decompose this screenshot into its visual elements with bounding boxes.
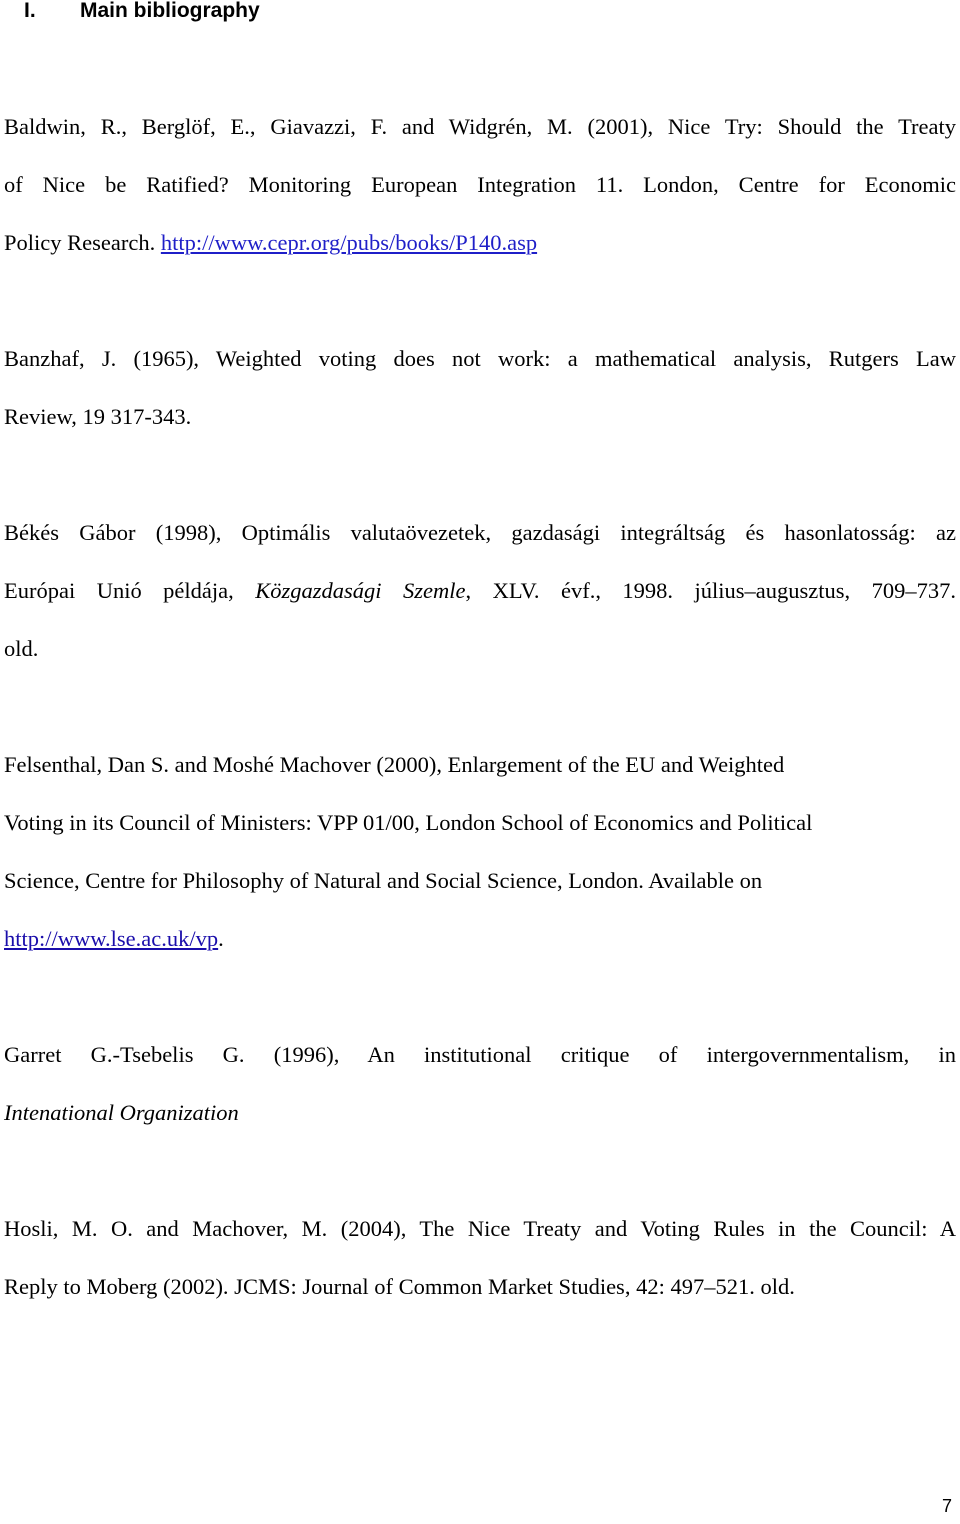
entry-line: Felsenthal, Dan S. and Moshé Machover (2000), Enlargement of the EU and Weighted xyxy=(4,752,785,777)
entry-text: . xyxy=(218,926,224,951)
entry-line: Voting in its Council of Ministers: VPP 01/00, London School of Economics and Political xyxy=(4,810,813,835)
entry-text: Európai Unió példája, xyxy=(4,578,256,603)
entry-line: Hosli, M. O. and Machover, M. (2004), The Nice Treaty and Voting Rules in the Council: A xyxy=(4,1216,956,1241)
bibliography-entry-banzhaf xyxy=(4,330,956,446)
entry-line: of Nice be Ratified? Monitoring European Integration 11. London, Centre for Economic xyxy=(4,172,956,197)
cepr-link[interactable]: http://www.cepr.org/pubs/books/P140.asp xyxy=(160,230,538,255)
entry-line xyxy=(4,910,956,968)
entry-line xyxy=(4,562,956,620)
entry-line: old. xyxy=(4,636,39,661)
entry-line: Garret G.-Tsebelis G. (1996), An institutional critique of intergovernmentalism, in xyxy=(4,1042,956,1067)
bibliography-entry-felsenthal xyxy=(4,736,956,968)
section-number: I. xyxy=(24,0,36,22)
bibliography-entry-bekes xyxy=(4,504,956,678)
section-title: Main bibliography xyxy=(80,0,260,22)
journal-title: Közgazdasági Szemle xyxy=(255,578,466,603)
journal-title: Intenational Organization xyxy=(4,1100,239,1125)
entry-line: Reply to Moberg (2002). JCMS: Journal of Common Market Studies, 42: 497–521. old. xyxy=(4,1274,795,1299)
section-heading xyxy=(0,0,260,28)
entry-line: Baldwin, R., Berglöf, E., Giavazzi, F. and Widgrén, M. (2001), Nice Try: Should the Treaty xyxy=(4,114,956,139)
bibliography-entry-garret xyxy=(4,1026,956,1142)
entry-line: Banzhaf, J. (1965), Weighted voting does not work: a mathematical analysis, Rutgers Law xyxy=(4,346,956,371)
entry-text: Policy Research. xyxy=(4,230,161,255)
entry-text: , XLV. évf., 1998. július–augusztus, 709–737. xyxy=(465,578,956,603)
bibliography-entry-hosli xyxy=(4,1200,956,1316)
bibliography-entry-baldwin xyxy=(4,98,956,272)
entry-line: Review, 19 317-343. xyxy=(4,404,192,429)
entry-line xyxy=(4,214,956,272)
page-number: 7 xyxy=(941,1496,952,1516)
entry-line: Békés Gábor (1998), Optimális valutaövezetek, gazdasági integráltság és hasonlatosság: az xyxy=(4,520,956,545)
entry-line: Science, Centre for Philosophy of Natural and Social Science, London. Available on xyxy=(4,868,763,893)
lse-link[interactable]: http://www.lse.ac.uk/vp xyxy=(4,926,219,951)
